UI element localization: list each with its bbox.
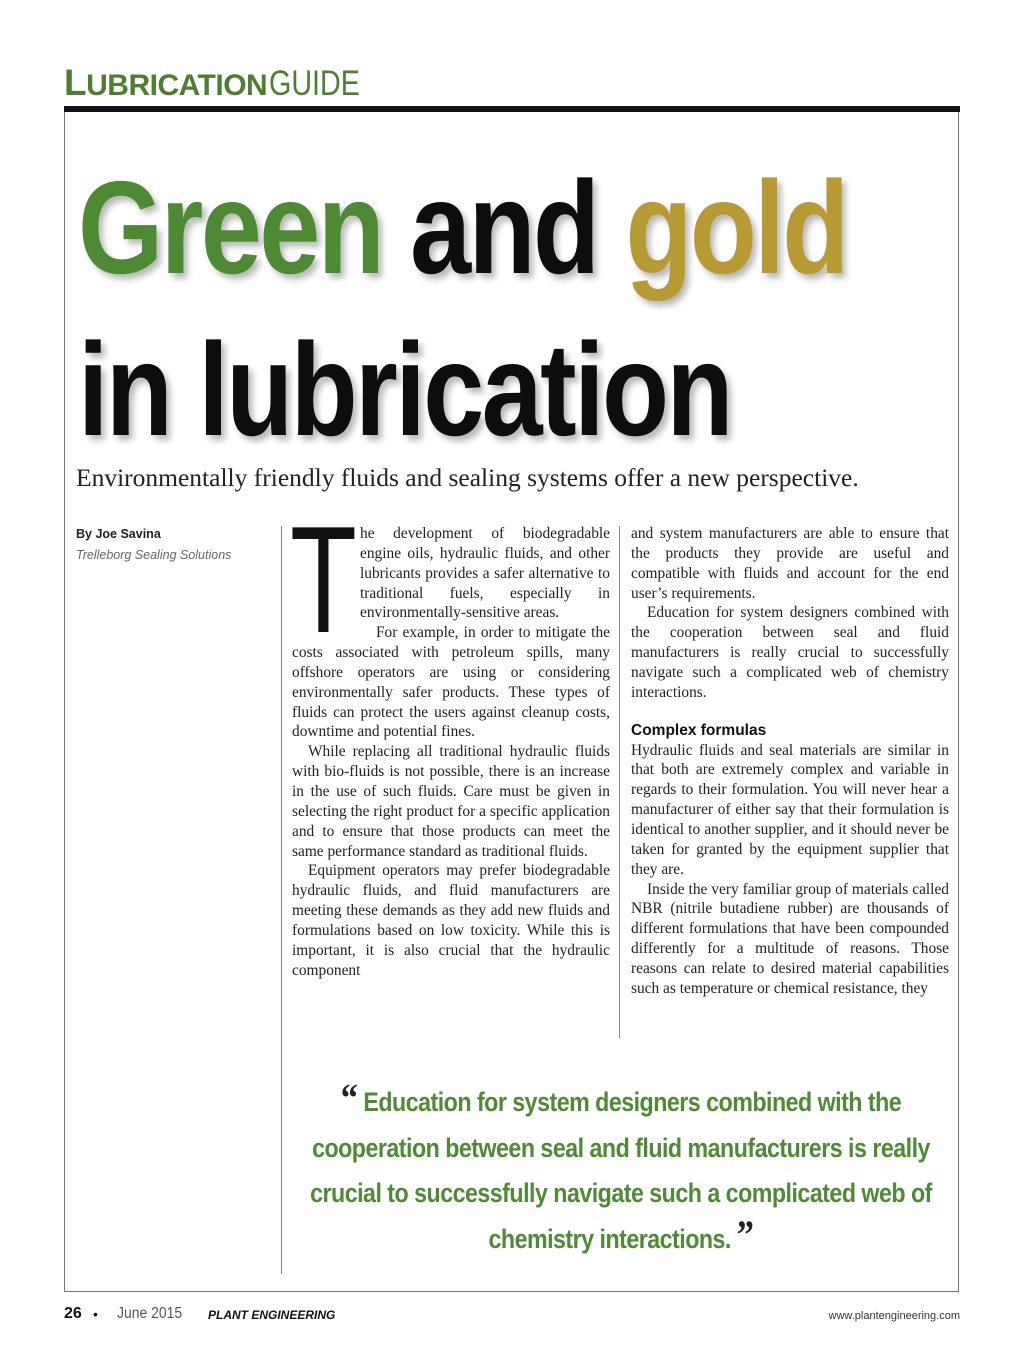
- subtitle: Environmentally friendly fluids and sealing systems offer a new perspective.: [76, 463, 859, 492]
- page-number: 26: [64, 1305, 82, 1322]
- headline-word-gold: gold: [625, 154, 847, 301]
- issue-date: June 2015: [117, 1305, 183, 1322]
- publication-name: PLANT ENGINEERING: [208, 1308, 336, 1322]
- paragraph: For example, in order to mitigate the costs associated with petroleum spills, many offshore operators are using or considering environmentally safer products. These types of fluids can protect the users against cleanup costs, downtime and potential fines.: [292, 624, 610, 741]
- headline-line-1: [78, 154, 847, 301]
- article-column-1: [290, 495, 610, 980]
- section-header-initial: L: [64, 62, 87, 103]
- section-header-light: GUIDE: [269, 64, 361, 103]
- subhead: Complex formulas: [631, 721, 767, 739]
- publication-url[interactable]: www.plantengineering.com: [828, 1310, 960, 1322]
- paragraph: Education for system designers combined with the cooperation between seal and fluid manufacturers is really crucial to successfully navigate such a complicated web of chemistry interactions.: [631, 604, 949, 701]
- headline-line-2: in lubrication: [78, 316, 731, 463]
- paragraph: and system manufacturers are able to ensure that the products they provide are useful and compatible with fluids and account for the end user’s requirements.: [631, 525, 949, 602]
- pull-quote: [296, 1075, 946, 1262]
- open-quote-mark: “: [340, 1075, 358, 1120]
- paragraph: he development of biodegradable engine oils, hydraulic fluids, and other lubricants provides a safer alternative to traditional fuels, especially in environmentally-sensitive areas.: [360, 525, 610, 622]
- headline-word-and: and: [410, 154, 598, 301]
- footer-separator: •: [93, 1306, 98, 1322]
- section-header-bold-rest: UBRICATION: [86, 69, 268, 102]
- paragraph: Hydraulic fluids and seal materials are similar in that both are extremely complex and variable in regards to their formulation. You will never hear a manufacturer of either say that their formulation is identical to another supplier, and it should never be taken for granted by the equipment supplier that they are.: [631, 741, 949, 878]
- close-quote-mark: ”: [736, 1211, 754, 1257]
- article-column-2: [631, 524, 949, 999]
- headline-word-green: Green: [78, 154, 383, 301]
- column-divider: [619, 526, 620, 1038]
- paragraph: Inside the very familiar group of materials called NBR (nitrile butadiene rubber) are thousands of different formulations that have been compounded differently for a multitude of reasons. Those reasons can relate to desired material capabilities such as temperature or chemical resistance, they: [631, 880, 949, 997]
- section-header-bold: [64, 62, 267, 103]
- paragraph: Equipment operators may prefer biodegradable hydraulic fluids, and fluid manufacturers are meeting these demands as they add new fluids and formulations based on low toxicity. While this is important, it is also crucial that the hydraulic component: [292, 862, 610, 979]
- column-divider: [281, 526, 282, 1274]
- byline-company: Trelleborg Sealing Solutions: [76, 548, 232, 562]
- byline-author: By Joe Savina: [76, 527, 161, 541]
- section-header: [64, 60, 380, 106]
- drop-cap: T: [290, 495, 357, 665]
- pull-quote-text: Education for system designers combined with the cooperation between seal and fluid manufacturers is really crucial to successfully navigate such a complicated web of chemistry interactions.: [310, 1087, 932, 1254]
- paragraph: While replacing all traditional hydraulic fluids with bio-fluids is not possible, there is an increase in the use of such fluids. Care must be given in selecting the right product for a specific application and to ensure that those products can meet the same performance standard as traditional fluids.: [292, 743, 610, 860]
